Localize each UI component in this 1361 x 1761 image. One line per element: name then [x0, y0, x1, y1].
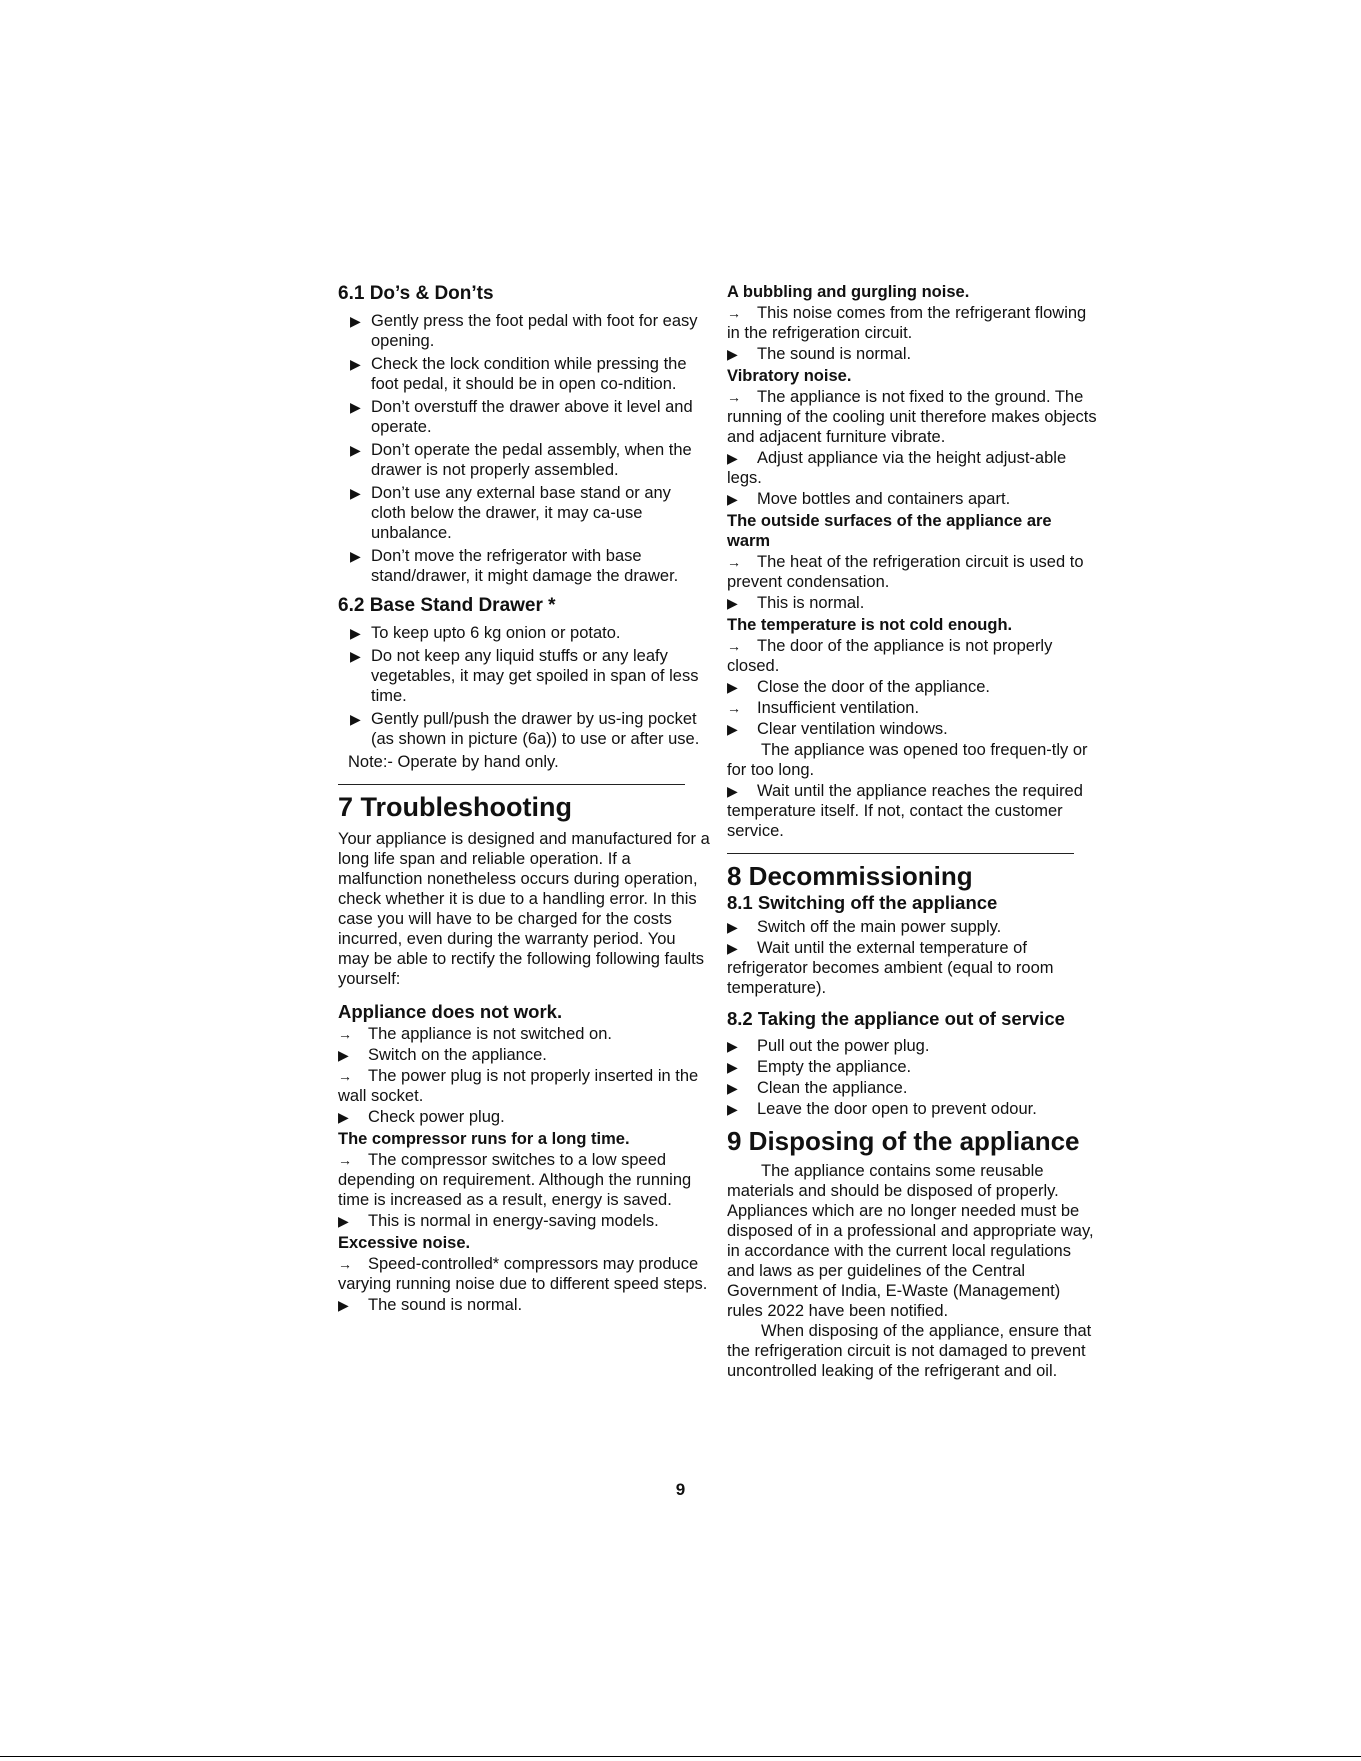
triangle-bullet-icon: ▶	[727, 346, 738, 362]
section-6-2-title: 6.2 Base Stand Drawer *	[338, 595, 556, 616]
arrow-right-icon: →	[727, 389, 741, 405]
dos-donts-item: ▶ Don’t operate the pedal assembly, when the drawer is not properly assembled.	[338, 440, 710, 480]
arrow-right-icon: →	[338, 1068, 352, 1084]
decommission-step: Leave the door open to prevent odour.	[757, 1100, 1037, 1118]
dos-donts-item: ▶ Don’t use any external base stand or any cloth below the drawer, it may ca-use unbalance.	[338, 483, 710, 543]
arrow-right-icon: →	[727, 700, 741, 716]
fault-cause: Speed-controlled* compressors may produce varying running noise due to different speed steps.	[338, 1255, 708, 1293]
section-8-title: 8 Decommissioning	[727, 861, 973, 891]
decommission-step: Wait until the external temperature of refrigerator becomes ambient (equal to room temperature).	[727, 939, 1054, 997]
disposal-paragraph: When disposing of the appliance, ensure that the refrigeration circuit is not damaged to prevent uncontrolled leaking of the refrigerant and oil.	[727, 1322, 1092, 1380]
fault-title: The temperature is not cold enough.	[727, 616, 1013, 634]
triangle-bullet-icon: ▶	[727, 595, 738, 611]
section-divider	[727, 853, 1074, 854]
decommission-step: Empty the appliance.	[757, 1058, 912, 1076]
triangle-bullet-icon: ▶	[727, 1080, 738, 1096]
triangle-bullet-icon: ▶	[727, 1101, 738, 1117]
triangle-bullet-icon: ▶	[338, 1109, 349, 1125]
note-text: Note:- Operate by hand only.	[348, 753, 559, 771]
section-8-2-title: 8.2 Taking the appliance out of service	[727, 1008, 1065, 1029]
fault-cause: This noise comes from the refrigerant flowing in the refrigeration circuit.	[727, 304, 1087, 342]
dos-donts-item: ▶ Gently press the foot pedal with foot for easy opening.	[338, 311, 710, 351]
triangle-bullet-icon: ▶	[338, 1297, 349, 1313]
triangle-bullet-icon: ▶	[727, 721, 738, 737]
drawer-item: ▶ Do not keep any liquid stuffs or any leafy vegetables, it may get spoiled in span of less time.	[338, 646, 710, 706]
drawer-item: ▶ Gently pull/push the drawer by us-ing pocket (as shown in picture (6a)) to use or after use.	[338, 709, 710, 749]
triangle-bullet-icon: ▶	[727, 919, 738, 935]
fault-title: The compressor runs for a long time.	[338, 1130, 630, 1148]
disposal-paragraph: The appliance contains some reusable materials and should be disposed of properly. Appliances which are no longer needed must be disposed of in a professional and appropriate way, in accordance with the current local regulations and laws as per guidelines of the Central Government of India, E-Waste (Management) rules 2022 have been notified.	[727, 1162, 1094, 1320]
fault-remedy: Check power plug.	[368, 1108, 505, 1126]
arrow-right-icon: →	[727, 554, 741, 570]
fault-cause: The appliance was opened too frequen-tly or for too long.	[727, 741, 1088, 779]
triangle-bullet-icon: ▶	[338, 1213, 349, 1229]
triangle-bullet-icon: ▶	[727, 1038, 738, 1054]
fault-remedy: Close the door of the appliance.	[757, 678, 990, 696]
dos-donts-item: ▶ Check the lock condition while pressing the foot pedal, it should be in open co-ndition.	[338, 354, 710, 394]
fault-title: The outside surfaces of the appliance are warm	[727, 512, 1052, 550]
arrow-right-icon: →	[727, 305, 741, 321]
decommission-step: Clean the appliance.	[757, 1079, 908, 1097]
triangle-bullet-icon: ▶	[727, 783, 738, 799]
section-7-title: 7 Troubleshooting	[338, 792, 572, 822]
fault-title: Vibratory noise.	[727, 367, 852, 385]
fault-remedy: Adjust appliance via the height adjust-able legs.	[727, 449, 1067, 487]
left-column	[338, 282, 710, 1316]
fault-remedy: Move bottles and containers apart.	[757, 490, 1011, 508]
triangle-bullet-icon: ▶	[338, 1047, 349, 1063]
fault-remedy: This is normal in energy-saving models.	[368, 1212, 659, 1230]
drawer-item: ▶ To keep upto 6 kg onion or potato.	[338, 623, 710, 643]
fault-cause: Insufficient ventilation.	[757, 699, 920, 717]
arrow-right-icon: →	[338, 1026, 352, 1042]
fault-remedy: The sound is normal.	[368, 1296, 523, 1314]
fault-cause: The door of the appliance is not properly closed.	[727, 637, 1053, 675]
fault-cause: The appliance is not fixed to the ground. The running of the cooling unit therefore makes objects and adjacent furniture vibrate.	[727, 388, 1097, 446]
arrow-right-icon: →	[727, 638, 741, 654]
fault-cause: The power plug is not properly inserted in the wall socket.	[338, 1067, 699, 1105]
dos-donts-item: ▶ Don’t overstuff the drawer above it level and operate.	[338, 397, 710, 437]
triangle-bullet-icon: ▶	[727, 679, 738, 695]
fault-title: Appliance does not work.	[338, 1001, 563, 1022]
triangle-bullet-icon: ▶	[727, 491, 738, 507]
arrow-right-icon: →	[338, 1256, 352, 1272]
fault-remedy: Clear ventilation windows.	[757, 720, 948, 738]
troubleshooting-intro: Your appliance is designed and manufactured for a long life span and reliable operation. If a malfunction nonetheless occurs during operation, check whether it is due to a handling error. In this case you will have to be charged for the costs incurred, even during the warranty period. You may be able to rectify the following following faults yourself:	[338, 830, 710, 988]
fault-cause: The appliance is not switched on.	[368, 1025, 612, 1043]
fault-cause: The compressor switches to a low speed depending on requirement. Although the running time is increased as a result, energy is saved.	[338, 1151, 692, 1209]
page-number: 9	[675, 1480, 686, 1499]
decommission-step: Switch off the main power supply.	[757, 918, 1002, 936]
triangle-bullet-icon: ▶	[727, 450, 738, 466]
triangle-bullet-icon: ▶	[727, 940, 738, 956]
section-6-1-title: 6.1 Do’s & Don’ts	[338, 283, 494, 304]
triangle-bullet-icon: ▶	[727, 1059, 738, 1075]
section-9-title: 9 Disposing of the appliance	[727, 1126, 1080, 1156]
section-divider	[338, 784, 685, 785]
arrow-right-icon: →	[338, 1152, 352, 1168]
section-8-1-title: 8.1 Switching off the appliance	[727, 892, 998, 913]
decommission-step: Pull out the power plug.	[757, 1037, 930, 1055]
fault-remedy: Wait until the appliance reaches the required temperature itself. If not, contact the customer service.	[727, 782, 1083, 840]
fault-remedy: This is normal.	[757, 594, 865, 612]
fault-remedy: The sound is normal.	[757, 345, 912, 363]
right-column	[727, 282, 1099, 1381]
page-bottom-border	[0, 1756, 1361, 1757]
fault-title: Excessive noise.	[338, 1234, 471, 1252]
fault-remedy: Switch on the appliance.	[368, 1046, 547, 1064]
fault-cause: The heat of the refrigeration circuit is used to prevent condensation.	[727, 553, 1084, 591]
dos-donts-item: ▶ Don’t move the refrigerator with base stand/drawer, it might damage the drawer.	[338, 546, 710, 586]
fault-title: A bubbling and gurgling noise.	[727, 283, 970, 301]
